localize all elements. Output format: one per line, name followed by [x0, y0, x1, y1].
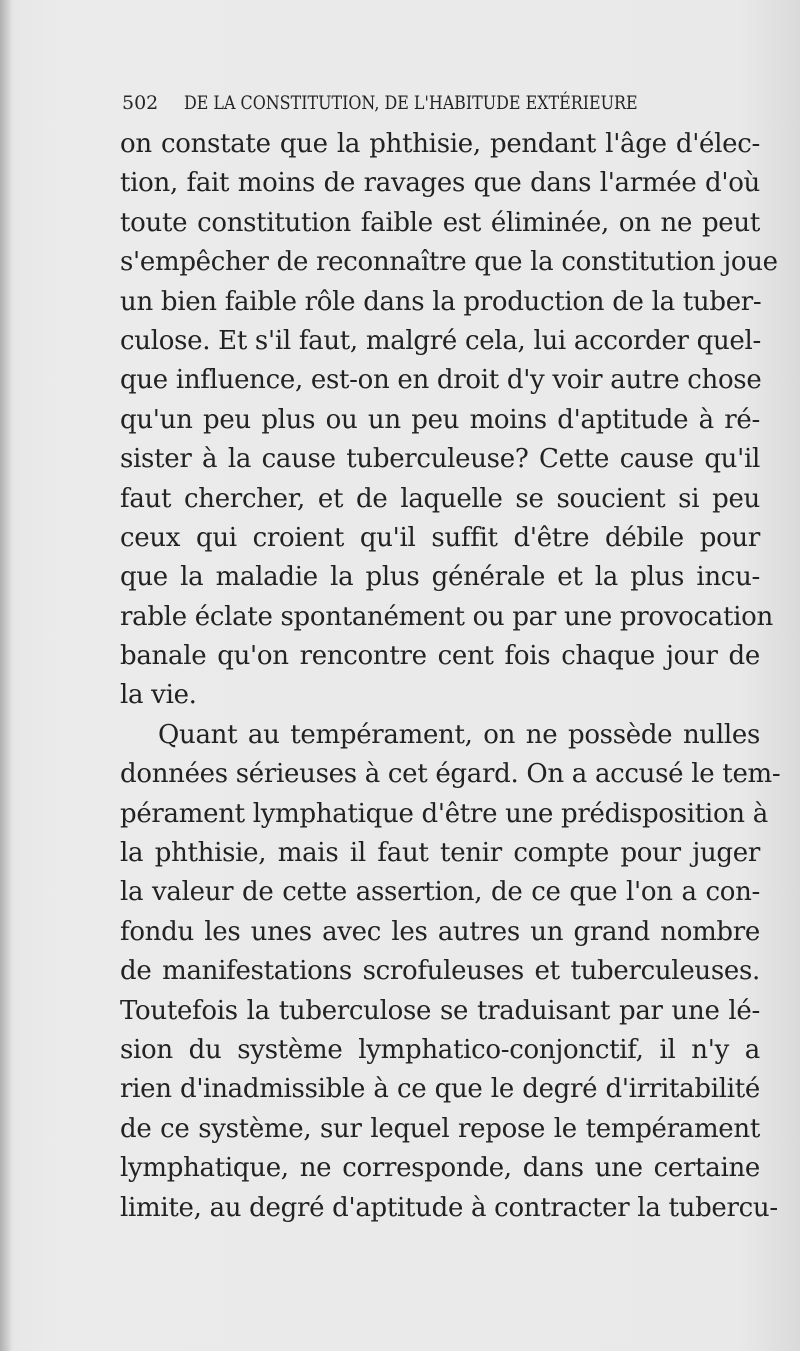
text-line: que influence, est-on en droit d'y voir autre chose — [120, 365, 762, 396]
text-line: données sérieuses à cet égard. On a accusé le tem- — [120, 759, 781, 790]
text-line: rien d'inadmissible à ce que le degré d'irritabilité — [120, 1074, 760, 1105]
text-line: culose. Et s'il faut, malgré cela, lui accorder quel- — [120, 325, 761, 356]
text-line: que la maladie la plus générale et la plus incu- — [120, 562, 760, 593]
text-line: rable éclate spontanément ou par une provocation — [120, 601, 773, 632]
body-text — [120, 125, 781, 1228]
text-line: s'empêcher de reconnaître que la constitution joue — [120, 247, 778, 278]
text-line: tion, fait moins de ravages que dans l'armée d'où — [120, 168, 760, 199]
text-line: pérament lymphatique d'être une prédisposition à — [120, 798, 768, 829]
page-number: 502 — [122, 92, 159, 114]
text-line: toute constitution faible est éliminée, on ne peut — [120, 207, 760, 238]
text-line: faut chercher, et de laquelle se soucient si peu — [120, 483, 760, 514]
running-header — [122, 86, 742, 120]
paragraph-end-line: la vie. — [120, 680, 197, 711]
text-line: ceux qui croient qu'il suffit d'être débile pour — [120, 522, 760, 553]
text-line: qu'un peu plus ou un peu moins d'aptitude à ré- — [120, 404, 760, 435]
text-line: la phthisie, mais il faut tenir compte pour juger — [120, 838, 760, 869]
text-line: limite, au degré d'aptitude à contracter la tubercu- — [120, 1192, 778, 1223]
text-line: Toutefois la tuberculose se traduisant par une lé- — [120, 995, 760, 1026]
text-line: on constate que la phthisie, pendant l'âge d'élec- — [120, 129, 760, 159]
text-line: sister à la cause tuberculeuse? Cette cause qu'il — [120, 444, 760, 475]
text-line: banale qu'on rencontre cent fois chaque jour de — [120, 641, 760, 672]
text-line: la valeur de cette assertion, de ce que l'on a con- — [120, 877, 760, 908]
text-line: fondu les unes avec les autres un grand nombre — [120, 916, 760, 947]
running-title: DE LA CONSTITUTION, DE L'HABITUDE EXTÉRIEURE — [184, 93, 638, 114]
text-line: un bien faible rôle dans la production de la tuber- — [120, 286, 762, 317]
text-line: de manifestations scrofuleuses et tuberculeuses. — [120, 956, 760, 987]
text-line: lymphatique, ne corresponde, dans une certaine — [120, 1153, 760, 1184]
text-line: sion du système lymphatico-conjonctif, il n'y a — [120, 1034, 760, 1065]
text-line: de ce système, sur lequel repose le tempérament — [120, 1113, 760, 1144]
paragraph-start-line: Quant au tempérament, on ne possède nulles — [158, 719, 760, 750]
